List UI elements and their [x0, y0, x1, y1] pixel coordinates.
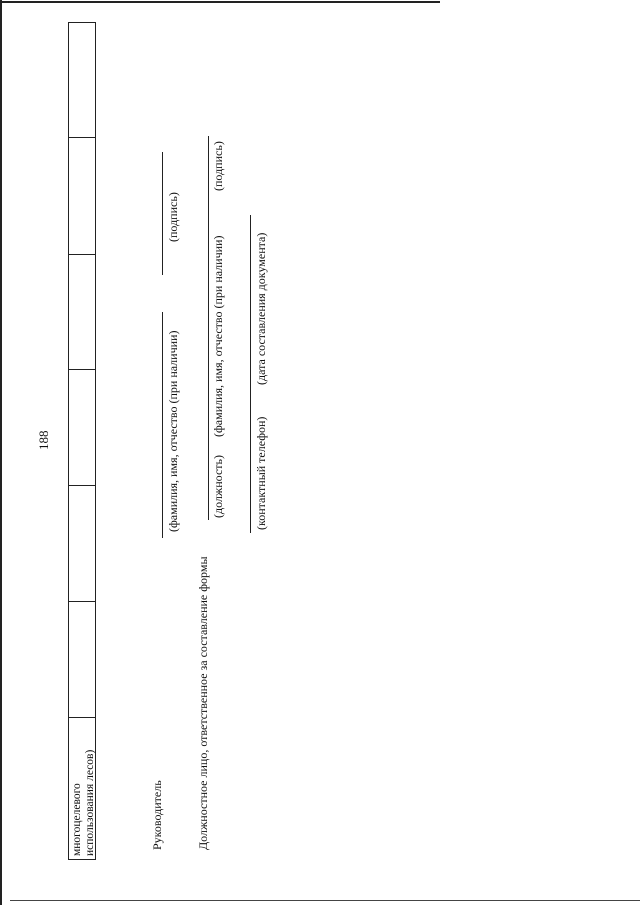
head-name-line: [162, 312, 163, 538]
date-caption: (дата составления документа): [254, 232, 268, 385]
table-row-divider: [69, 485, 95, 486]
responsible-label: Должностное лицо, ответственное за составление формы: [196, 556, 210, 850]
head-signature-line: [162, 152, 163, 275]
page-number: 188: [36, 430, 51, 450]
table-row-divider: [69, 369, 95, 370]
position-caption: (должность): [211, 455, 225, 518]
responsible-name-caption: (фамилия, имя, отчество (при наличии): [211, 235, 225, 437]
phone-date-line: [250, 215, 251, 533]
head-name-caption: (фамилия, имя, отчество (при наличии): [166, 330, 180, 532]
responsible-line: [208, 136, 209, 520]
scan-edge-top: [0, 1, 440, 3]
table-row-label-line1: многоцелевого: [71, 783, 83, 856]
head-label: Руководитель: [150, 780, 164, 850]
scan-edge-left: [0, 0, 2, 905]
table-row-divider: [69, 717, 95, 718]
table-row-divider: [69, 254, 95, 255]
table-row-label-line2: использования лесов): [84, 749, 96, 856]
table-row-divider: [69, 137, 95, 138]
form-table: [68, 22, 96, 860]
head-signature-caption: (подпись): [166, 192, 180, 242]
responsible-signature-caption: (подпись): [211, 141, 225, 191]
scan-edge-bottom: [10, 900, 640, 901]
phone-caption: (контактный телефон): [254, 416, 268, 530]
table-row-divider: [69, 601, 95, 602]
